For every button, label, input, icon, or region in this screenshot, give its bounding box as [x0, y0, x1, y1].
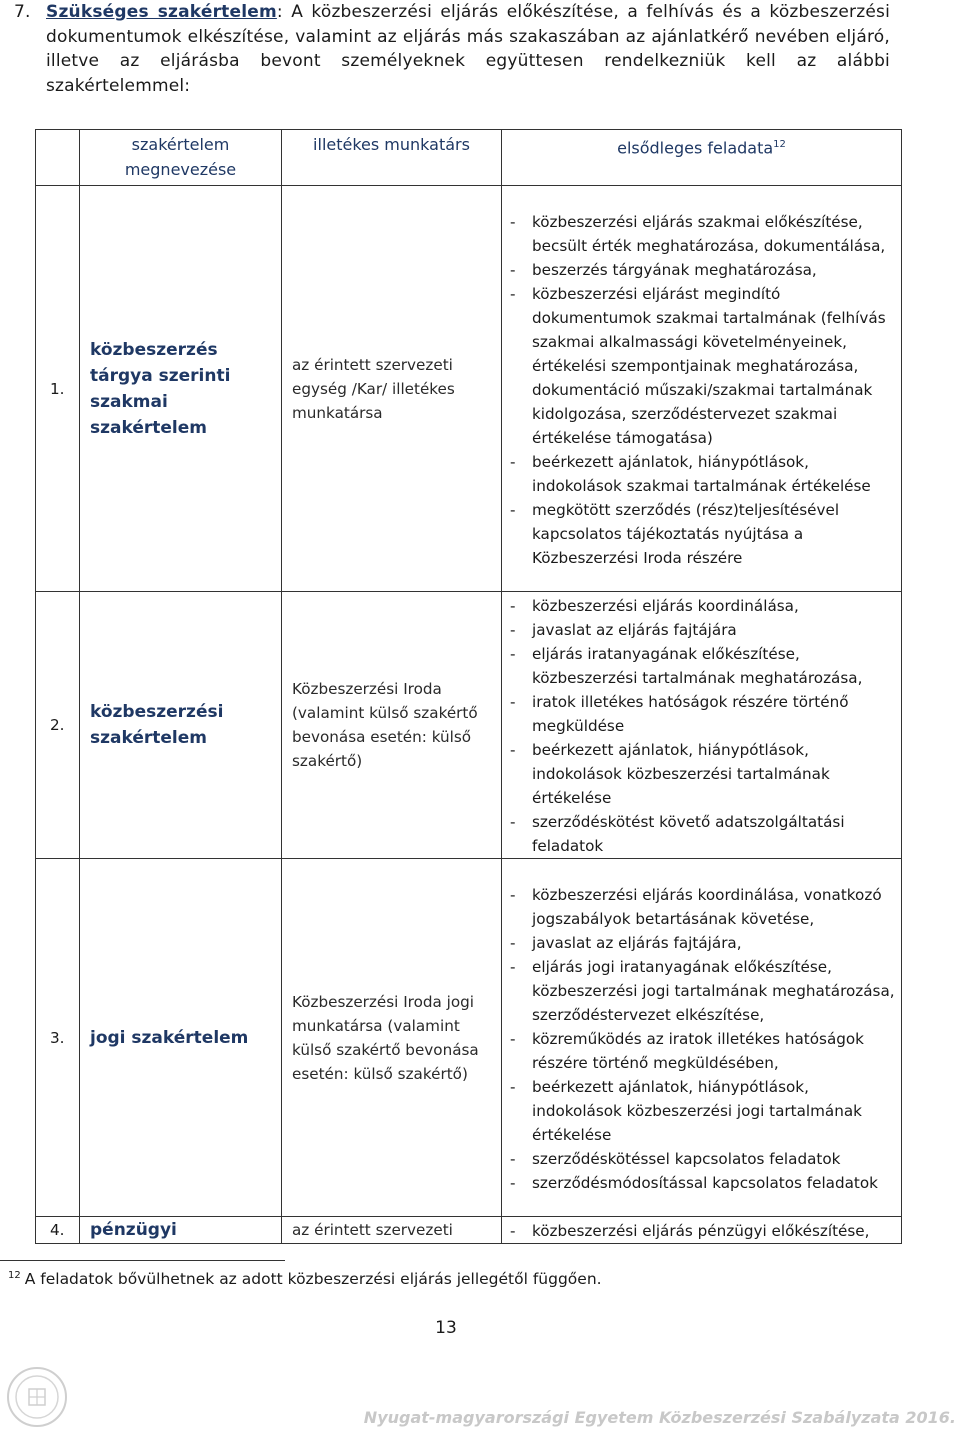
- footnote: [8, 1270, 602, 1288]
- responsible-staff: Közbeszerzési Iroda jogi munkatársa (valamint külső szakértő bevonása esetén: külső szakértő): [282, 859, 502, 1217]
- task-item: - beérkezett ajánlatok, hiánypótlások, indokolások közbeszerzési jogi tartalmának értékelése: [510, 1075, 901, 1147]
- intro-text: : A közbeszerzési eljárás előkészítése, a felhívás és a közbeszerzési dokumentumok elkészítése, valamint az eljárás más szakaszában az ajánlatkérő nevében eljáró, illetve az eljárásba bevont személyeknek együttesen rendelkezniük kell az alábbi szakértelemmel:: [46, 2, 891, 96]
- task-item: - beérkezett ajánlatok, hiánypótlások, indokolások szakmai tartalmának értékelése: [510, 450, 901, 498]
- primary-tasks: [502, 1217, 902, 1244]
- header-name: szakértelem megnevezése: [80, 130, 282, 186]
- task-item: - közbeszerzési eljárás koordinálása, vonatkozó jogszabályok betartásának követése,: [510, 883, 901, 931]
- task-item: - közbeszerzési eljárás pénzügyi előkészítése,: [510, 1219, 901, 1243]
- task-item: - közbeszerzési eljárás szakmai előkészítése, becsült érték meghatározása, dokumentálása,: [510, 210, 901, 258]
- task-item: - közreműködés az iratok illetékes hatóságok részére történő megküldésében,: [510, 1027, 901, 1075]
- primary-tasks: [502, 859, 902, 1217]
- table-row: [36, 1217, 902, 1244]
- primary-tasks: [502, 592, 902, 859]
- task-item: - szerződéskötéssel kapcsolatos feladatok: [510, 1147, 901, 1171]
- header-tasks: [502, 130, 902, 186]
- row-number: 2.: [36, 592, 80, 859]
- row-number: 3.: [36, 859, 80, 1217]
- footnote-ref: 12: [773, 139, 786, 150]
- task-item: - iratok illetékes hatóságok részére történő megküldése: [510, 690, 901, 738]
- expertise-table: [35, 129, 902, 1244]
- task-list: [510, 1219, 901, 1243]
- task-item: - közbeszerzési eljárást megindító dokumentumok szakmai tartalmának (felhívás szakmai alkalmassági követelményeinek, értékelési szempontjainak meghatározása, dokumentáció műszaki/szakmai tartalmának kidolgozása, szerződéstervezet szakmai értékelése támogatása): [510, 282, 901, 450]
- task-item: - eljárás jogi iratanyagának előkészítése, közbeszerzési jogi tartalmának meghatározása, szerződéstervezet elkészítése,: [510, 955, 901, 1027]
- footnote-divider: [0, 1260, 285, 1261]
- task-item: - szerződésmódosítással kapcsolatos feladatok: [510, 1171, 901, 1195]
- header-tasks-label: elsődleges feladata: [617, 138, 774, 158]
- footnote-text: A feladatok bővülhetnek az adott közbeszerzési eljárás jellegétől függően.: [24, 1270, 602, 1289]
- task-item: - megkötött szerződés (rész)teljesítésével kapcsolatos tájékoztatás nyújtása a Közbeszerzési Iroda részére: [510, 498, 901, 570]
- document-footer: Nyugat-magyarországi Egyetem Közbeszerzési Szabályzata 2016.: [363, 1408, 956, 1427]
- section-number: 7.: [14, 2, 31, 22]
- section-7-intro: [14, 0, 890, 98]
- section-title: Szükséges szakértelem: [46, 2, 277, 22]
- university-seal-icon: [6, 1366, 68, 1428]
- expertise-name: jogi szakértelem: [80, 859, 282, 1217]
- footnote-number: 12: [8, 1270, 21, 1281]
- task-item: - beérkezett ajánlatok, hiánypótlások, indokolások közbeszerzési tartalmának értékelése: [510, 738, 901, 810]
- header-staff: illetékes munkatárs: [282, 130, 502, 186]
- header-empty: [36, 130, 80, 186]
- task-item: - eljárás iratanyagának előkészítése, közbeszerzési tartalmának meghatározása,: [510, 642, 901, 690]
- table-header-row: [36, 130, 902, 186]
- row-number: 1.: [36, 186, 80, 592]
- intro-paragraph: [14, 0, 890, 98]
- expertise-name: közbeszerzési szakértelem: [80, 592, 282, 859]
- task-list: [510, 210, 901, 570]
- expertise-name: pénzügyi: [80, 1217, 282, 1244]
- task-item: - szerződéskötést követő adatszolgáltatási feladatok: [510, 810, 901, 858]
- task-item: - javaslat az eljárás fajtájára,: [510, 931, 901, 955]
- table-row: [36, 186, 902, 592]
- responsible-staff: Közbeszerzési Iroda (valamint külső szakértő bevonása esetén: külső szakértő): [282, 592, 502, 859]
- task-list: [510, 883, 901, 1195]
- task-item: - beszerzés tárgyának meghatározása,: [510, 258, 901, 282]
- task-item: - közbeszerzési eljárás koordinálása,: [510, 594, 901, 618]
- responsible-staff: az érintett szervezeti egység /Kar/ illetékes munkatársa: [282, 186, 502, 592]
- primary-tasks: [502, 186, 902, 592]
- page-number: 13: [435, 1318, 457, 1338]
- task-item: - javaslat az eljárás fajtájára: [510, 618, 901, 642]
- table-row: [36, 592, 902, 859]
- row-number: 4.: [36, 1217, 80, 1244]
- table-row: [36, 859, 902, 1217]
- responsible-staff: az érintett szervezeti: [282, 1217, 502, 1244]
- task-list: [510, 594, 901, 858]
- expertise-name: közbeszerzés tárgya szerinti szakmai szakértelem: [80, 186, 282, 592]
